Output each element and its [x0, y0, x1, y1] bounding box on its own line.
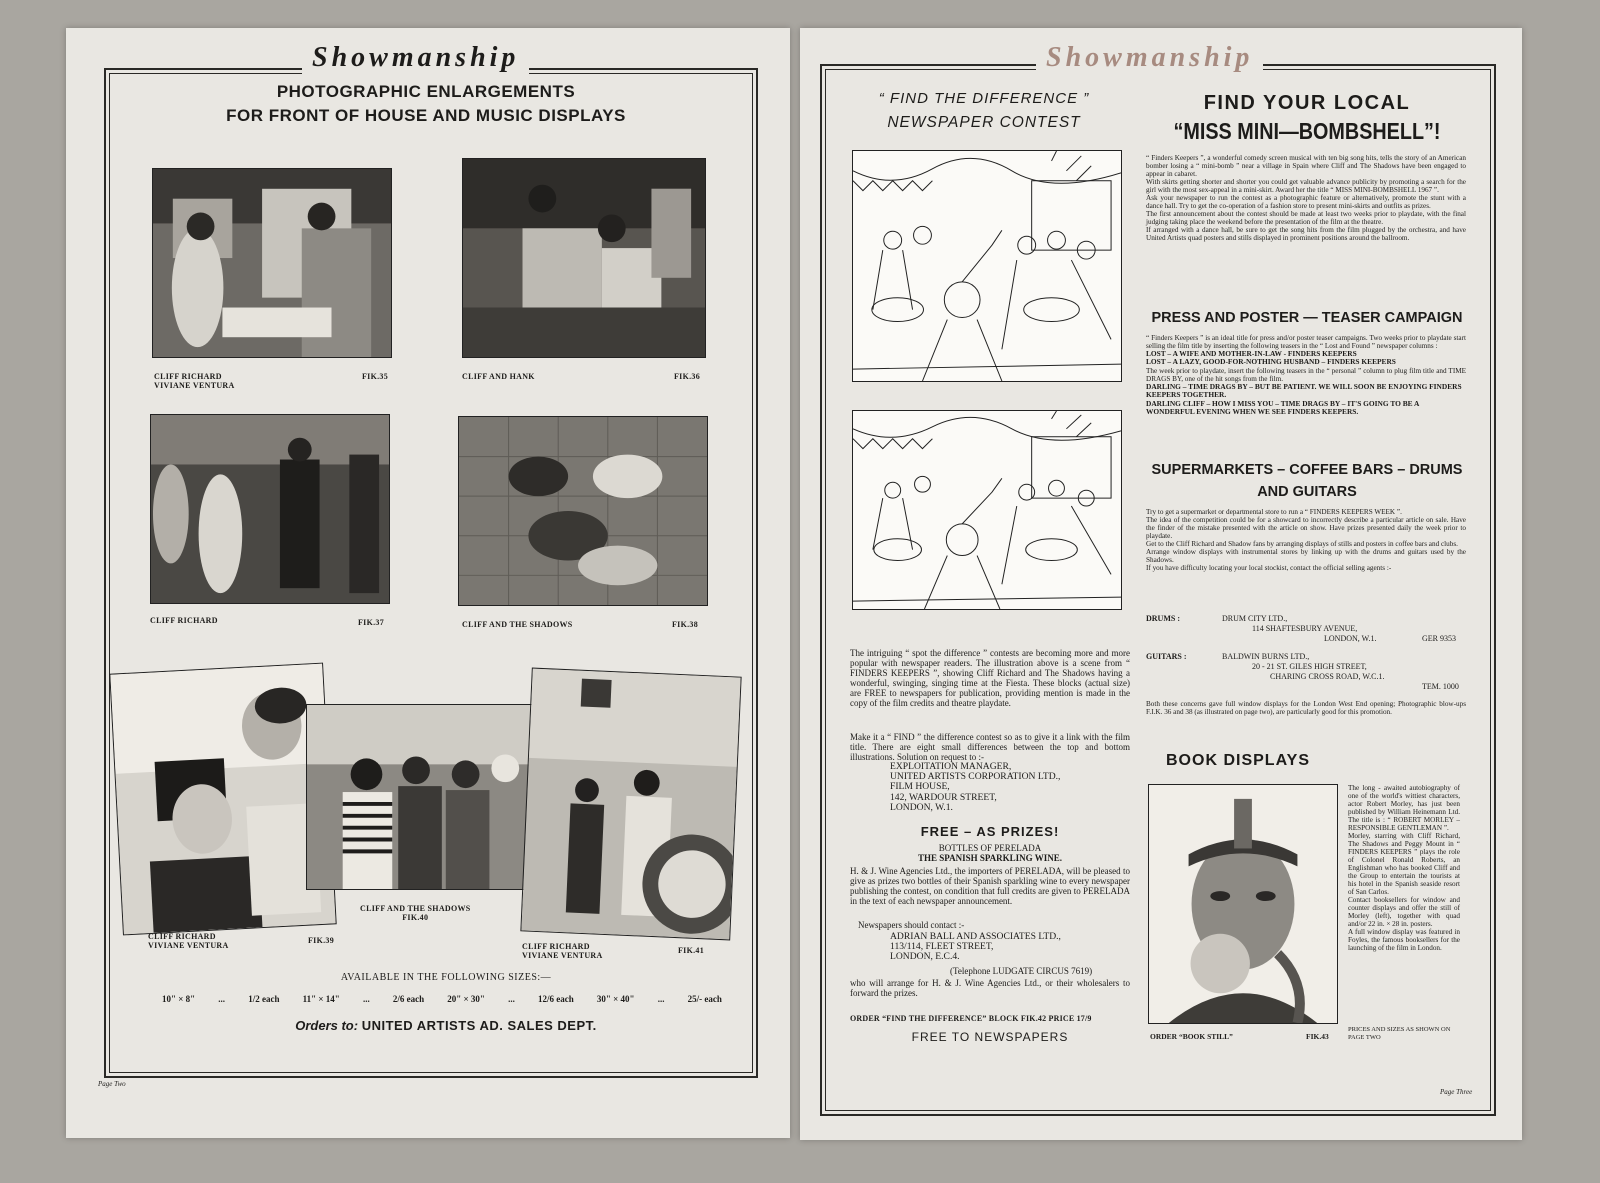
book-paragraph: Morley, starring with Cliff Richard, The Shadows and Peggy Mount in “ FINDERS KEEPERS ” plays the role of Colonel Ronald Roberts, an Englishman who has booked Cliff and the Group to entertain the tourists at his hotel in the Spanish seaside resort of San Carlos.: [1348, 832, 1460, 896]
size-price: 25/- each: [687, 994, 722, 1004]
photo-fik36: [462, 158, 706, 358]
press-darling-1: DARLING – TIME DRAGS BY – BUT BE PATIENT. WE WILL SOON BE ENJOYING FINDERS KEEPERS TOGETHER.: [1146, 381, 1462, 400]
size-value: 30" × 40": [596, 994, 635, 1004]
contest-drawing-bottom: [852, 410, 1122, 610]
book-prices-note: PRICES AND SIZES AS SHOWN ON PAGE TWO: [1348, 1026, 1451, 1041]
size-price: 1/2 each: [248, 994, 280, 1004]
drums-phone: GER 9353: [1422, 634, 1456, 643]
photo-enlargements-title-line2: FOR FRONT OF HOUSE AND MUSIC DISPLAYS: [226, 106, 626, 125]
wine-paragraph: H. & J. Wine Agencies Ltd., the importers of PERELADA, will be pleased to give as prizes two bottles of their Spanish sparkling wine to every newspaper publishing the contest, on condition that full credits are given to PERELADA in the text of each newspaper announcement.: [850, 866, 1130, 906]
drums-city: LONDON, W.1.: [1324, 634, 1377, 643]
fig-fik38: FIK.38: [672, 620, 699, 629]
drums-street: 114 SHAFTESBURY AVENUE,: [1252, 624, 1358, 633]
address-line: 113/114, FLEET STREET,: [890, 941, 994, 953]
size-price: 12/6 each: [538, 994, 574, 1004]
super-paragraph: Try to get a supermarket or departmental store to run a “ FINDERS KEEPERS WEEK ”.: [1146, 508, 1402, 516]
photo-fik35: [152, 168, 392, 358]
sizes-row: [162, 994, 722, 1004]
photo-enlargements-title-line1: PHOTOGRAPHIC ENLARGEMENTS: [276, 82, 576, 101]
size-value: 20" × 30": [447, 994, 485, 1004]
address-line: 142, WARDOUR STREET,: [890, 791, 997, 803]
book-order-line: ORDER “BOOK STILL”: [1150, 1032, 1233, 1041]
address-line: LONDON, W.1.: [890, 801, 953, 813]
press-intro: “ Finders Keepers ” is an ideal title for press and/or poster teaser campaigns. Two weeks prior to playdate start selling the film title by inserting the following teasers in the “ Lost and Found ” newspaper columns :: [1146, 334, 1466, 350]
right-page: [800, 28, 1522, 1140]
right-masthead: Showmanship: [1036, 42, 1263, 74]
contest-heading-line1: “ FIND THE DIFFERENCE ”: [878, 90, 1090, 107]
size-dots: ...: [657, 994, 665, 1004]
order-block-line: ORDER “FIND THE DIFFERENCE” BLOCK FIK.42 PRICE 17/9: [850, 1014, 1092, 1023]
orders-dept: UNITED ARTISTS AD. SALES DEPT.: [361, 1018, 597, 1033]
size-dots: ...: [508, 994, 515, 1004]
guitars-phone: TEM. 1000: [1422, 682, 1459, 691]
contact-address: [890, 932, 1170, 963]
guitars-city: CHARING CROSS ROAD, W.C.1.: [1270, 672, 1385, 681]
arrange-line: who will arrange for H. & J. Wine Agencies Ltd., or their wholesalers to forward the prizes.: [850, 978, 1130, 998]
guitars-label: GUITARS :: [1146, 652, 1187, 661]
photo-fik41: [520, 668, 741, 941]
fig-fik37: FIK.37: [358, 618, 385, 627]
miss-paragraph: Ask your newspaper to run the contest as a photographic feature or alternatively, promote the stunt with a dance hall. Try to get the co-operation of a fashion store to present mini-skirts and outfits as prizes.: [1146, 194, 1466, 210]
book-text: [1348, 784, 1460, 952]
caption-fik36: CLIFF AND HANK: [462, 372, 535, 381]
fig-fik41: FIK.41: [678, 946, 705, 955]
photo-fik37: [150, 414, 390, 604]
size-value: 10" × 8": [162, 994, 196, 1004]
fig-fik39: FIK.39: [308, 936, 335, 945]
book-fig: FIK.43: [1306, 1032, 1329, 1041]
miss-paragraph: If arranged with a dance hall, be sure to get the song hits from the film plugged by the orchestra, and have United Artists quad posters and stills displayed in prominent positions around the ballroom.: [1146, 226, 1466, 242]
page-number-left: Page Two: [98, 1080, 126, 1088]
press-block: [1146, 334, 1466, 416]
press-lost-2: LOST – A LAZY, GOOD-FOR-NOTHING HUSBAND – FINDERS KEEPERS: [1146, 357, 1396, 367]
free-to-newspapers: FREE TO NEWSPAPERS: [911, 1030, 1069, 1044]
contact-line: Newspapers should contact :-: [858, 920, 965, 930]
free-prizes-heading: FREE – AS PRIZES!: [920, 824, 1060, 839]
contest-heading-line2: NEWSPAPER CONTEST: [887, 114, 1081, 131]
miss-paragraph: The first announcement about the contest should be made at least two weeks prior to playdate, with the final judging taking place the weekend before the presentation of the film at the theatre.: [1146, 210, 1466, 226]
photo-fik40: [306, 704, 538, 890]
left-page: [66, 28, 790, 1138]
drums-name: DRUM CITY LTD.,: [1222, 614, 1288, 623]
bottles-line1: BOTTLES OF PERELADA: [938, 843, 1042, 853]
orders-line: [216, 1018, 676, 1033]
guitars-name: BALDWIN BURNS LTD.,: [1222, 652, 1310, 661]
miss-paragraph: With skirts getting shorter and shorter you could get valuable advance publicity by promoting a search for the girl with the most sex-appeal in a mini-skirt. Award her the title “ MISS MINI-BOMBSHELL 1967 ”.: [1146, 178, 1466, 194]
book-paragraph: Contact booksellers for window and counter displays and offer the still of Morley (left), together with quad and/or 22 in. × 28 in. posters.: [1348, 896, 1460, 928]
address-line: FILM HOUSE,: [890, 781, 950, 793]
supermarkets-paragraphs: [1146, 508, 1466, 572]
book-paragraph: A full window display was featured in Foyles, the famous booksellers for the launching of the film in London.: [1348, 928, 1460, 952]
press-lost-1: LOST – A WIFE AND MOTHER-IN-LAW - FINDERS KEEPERS: [1146, 349, 1357, 358]
contest-paragraph-1: The intriguing “ spot the difference ” contests are becoming more and more popular with newspaper readers. The illustration above is a scene from “ FINDERS KEEPERS ”, showing Cliff Richard and The Shadows having a wonderful, swinging, singing time at the Fiesta. These blocks (actual size) are FREE to newspapers for publication, providing mention is made in the copy of the film credits and theatre playdate.: [850, 648, 1130, 708]
address-line: LONDON, E.C.4.: [890, 951, 960, 963]
fig-fik36: FIK.36: [674, 372, 701, 381]
address-line: UNITED ARTISTS CORPORATION LTD.,: [890, 771, 1061, 783]
size-dots: ...: [218, 994, 226, 1004]
address-line: EXPLOITATION MANAGER,: [890, 761, 1012, 772]
photo-fik38: [458, 416, 708, 606]
caption-fik39: CLIFF RICHARD VIVIANE VENTURA: [148, 932, 229, 950]
page-number-right: Page Three: [1440, 1088, 1473, 1096]
miss-paragraph: “ Finders Keepers ”, a wonderful comedy screen musical with ten big song hits, tells the story of an American bomber losing a “ mini-bomb ” near a village in Spain where Cliff and The Shadows have been engaged to appear in cabaret.: [1146, 154, 1466, 178]
contest-drawing-top: [852, 150, 1122, 382]
photo-fik43: [1148, 784, 1338, 1024]
available-sizes-heading: AVAILABLE IN THE FOLLOWING SIZES:—: [340, 972, 552, 983]
guitars-street: 20 - 21 ST. GILES HIGH STREET,: [1252, 662, 1367, 671]
press-poster-heading: PRESS AND POSTER — TEASER CAMPAIGN: [1151, 310, 1463, 326]
super-paragraph: The idea of the competition could be for a showcard to incorrectly describe a particular article on sale. Have the finder of the mistake presented with the article on show. Have prizes presented daily the week prior to playdate.: [1146, 516, 1466, 540]
super-paragraph: Arrange window displays with instrumental stores by linking up with the drums and guitars used by the Shadows.: [1146, 548, 1466, 564]
press-darling-2: DARLING CLIFF – HOW I MISS YOU – TIME DRAGS BY – IT'S GOING TO BE A WONDERFUL EVENING WHEN WE SEE FINDERS KEEPERS.: [1146, 398, 1419, 417]
super-paragraph: Get to the Cliff Richard and Shadow fans by arranging displays of stills and posters in coffee bars and clubs.: [1146, 540, 1458, 548]
miss-heading-line1: FIND YOUR LOCAL: [1203, 92, 1411, 114]
fig-fik35: FIK.35: [362, 372, 389, 381]
caption-fik41: CLIFF RICHARD VIVIANE VENTURA: [522, 942, 603, 960]
size-value: 11" × 14": [302, 994, 340, 1004]
size-price: 2/6 each: [392, 994, 425, 1004]
press-paragraph-2: The week prior to playdate, insert the following teasers in the “ personal ” column to plug film title and TIME DRAGS BY, one of the hit songs from the film.: [1146, 366, 1466, 383]
supermarkets-heading-line2: AND GUITARS: [1257, 484, 1357, 500]
caption-fik35: CLIFF RICHARD VIVIANE VENTURA: [154, 372, 235, 390]
address-line: ADRIAN BALL AND ASSOCIATES LTD.,: [890, 931, 1061, 942]
miss-heading-line2: “MISS MINI—BOMBSHELL”!: [1173, 118, 1441, 144]
photo-fik39: [109, 663, 336, 936]
telephone-line: (Telephone LUDGATE CIRCUS 7619): [950, 966, 1093, 976]
caption-fik37: CLIFF RICHARD: [150, 616, 218, 625]
book-displays-heading: BOOK DISPLAYS: [1166, 752, 1310, 769]
drums-label: DRUMS :: [1146, 614, 1180, 623]
bottles-line2: THE SPANISH SPARKLING WINE.: [917, 853, 1063, 863]
super-paragraph: If you have difficulty locating your local stockist, contact the official selling agents :-: [1146, 564, 1392, 572]
solution-address: [890, 762, 1170, 813]
supermarkets-closing: Both these concerns gave full window displays for the London West End opening; Photographic blow-ups F.I.K. 36 and 38 (as illustrated on page two), are particularly good for this promotion.: [1146, 700, 1466, 716]
orders-prefix: Orders to:: [295, 1018, 359, 1033]
caption-fik40: CLIFF AND THE SHADOWS FIK.40: [360, 904, 471, 922]
miss-paragraphs: [1146, 154, 1466, 242]
book-paragraph: The long - awaited autobiography of one of the world's wittiest characters, actor Robert Morley, has just been published by William Heinemann Ltd. The title is : “ ROBERT MORLEY – RESPONSIBLE GENTLEMAN ”.: [1348, 784, 1460, 832]
left-masthead: Showmanship: [302, 42, 529, 74]
supermarkets-heading-line1: SUPERMARKETS – COFFEE BARS – DRUMS: [1151, 462, 1463, 478]
size-dots: ...: [362, 994, 370, 1004]
contest-paragraph-2: Make it a “ FIND ” the difference contest so as to give it a link with the film title. There are eight small differences between the top and bottom illustrations. Solution on request to :-: [850, 732, 1130, 762]
caption-fik38: CLIFF AND THE SHADOWS: [462, 620, 573, 629]
